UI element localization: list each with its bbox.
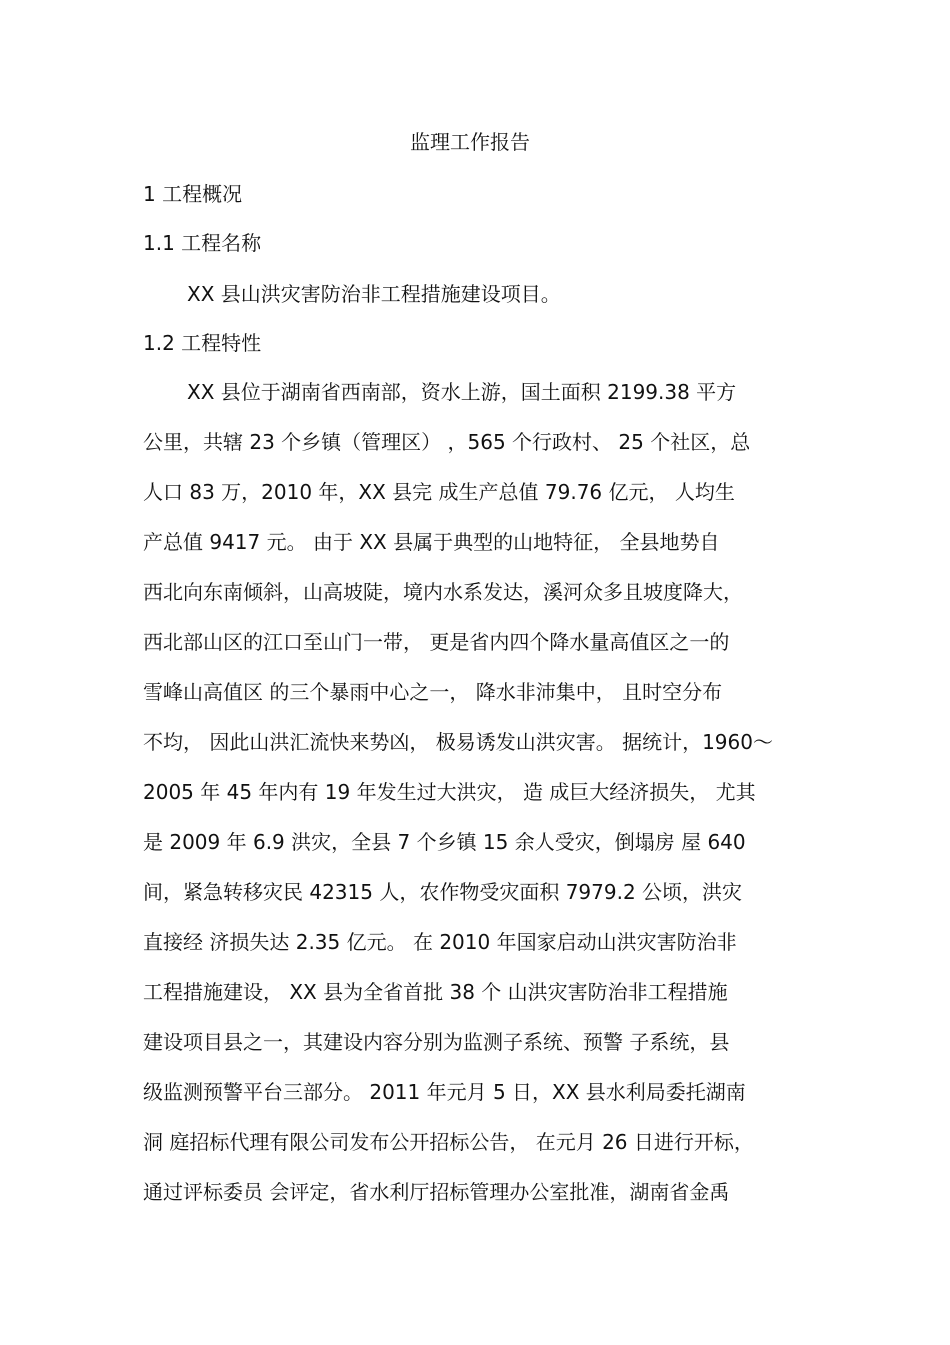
paragraph-line: 是 2009 年 6.9 洪灾，全县 7 个乡镇 15 余人受灾，倒塌房 屋 640 [143,830,746,854]
paragraph-line: 2005 年 45 年内有 19 年发生过大洪灾， 造 成巨大经济损失， 尤其 [143,780,756,804]
paragraph-line: 洞 庭招标代理有限公司发布公开招标公告， 在元月 26 日进行开标， [143,1130,754,1154]
section-heading-1-1: 1.1 工程名称 [143,231,262,255]
paragraph-line: 工程措施建设， XX 县为全省首批 38 个 山洪灾害防治非工程措施 [143,980,728,1004]
paragraph-line: 雪峰山高值区 的三个暴雨中心之一， 降水非沛集中， 且时空分布 [143,680,723,704]
paragraph-line: XX 县位于湖南省西南部，资水上游，国土面积 2199.38 平方 [187,380,737,404]
document-title: 监理工作报告 [410,130,530,154]
section-heading-1-2: 1.2 工程特性 [143,331,262,355]
paragraph-line: 人口 83 万，2010 年，XX 县完 成生产总值 79.76 亿元， 人均生 [143,480,735,504]
paragraph-line: 级监测预警平台三部分。 2011 年元月 5 日，XX 县水利局委托湖南 [143,1080,746,1104]
section-heading-1: 1 工程概况 [143,182,243,206]
paragraph-line: 建设项目县之一，其建设内容分别为监测子系统、预警 子系统，县 [143,1030,730,1054]
paragraph-line: 不均， 因此山洪汇流快来势凶， 极易诱发山洪灾害。 据统计，1960～ [143,730,773,754]
paragraph-line: 产总值 9417 元。 由于 XX 县属于典型的山地特征， 全县地势自 [143,530,720,554]
paragraph-line: 公里，共辖 23 个乡镇（管理区） ，565 个行政村、 25 个社区，总 [143,430,751,454]
paragraph-line: 间，紧急转移灾民 42315 人，农作物受灾面积 7979.2 公顷，洪灾 [143,880,743,904]
paragraph-line: 直接经 济损失达 2.35 亿元。 在 2010 年国家启动山洪灾害防治非 [143,930,737,954]
paragraph-line: 西北部山区的江口至山门一带， 更是省内四个降水量高值区之一的 [143,630,730,654]
paragraph-line: 西北向东南倾斜，山高坡陡，境内水系发达，溪河众多且坡度降大， [143,580,743,604]
project-name-text: XX 县山洪灾害防治非工程措施建设项目。 [187,282,561,306]
paragraph-line: 通过评标委员 会评定，省水利厅招标管理办公室批准，湖南省金禹 [143,1180,730,1204]
